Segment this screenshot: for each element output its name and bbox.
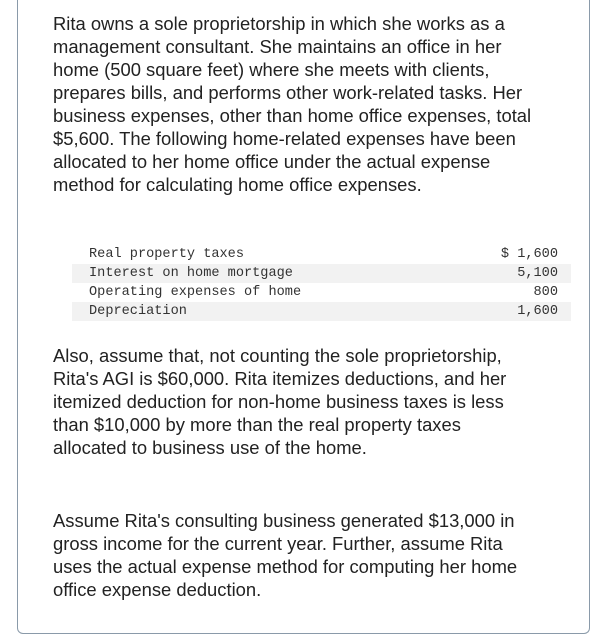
- table-row: [72, 264, 571, 283]
- assumption-paragraph: Also, assume that, not counting the sole proprietorship, Rita's AGI is $60,000. Rita itemizes deductions, and her itemized deduction for non-home business taxes is less than $10,000 by more than the real property taxes allocated to business use of the home.: [53, 345, 507, 458]
- home-expenses-table: [72, 245, 571, 321]
- expense-label: Operating expenses of home: [89, 285, 302, 300]
- expense-amount: $ 1,600: [500, 247, 558, 262]
- expense-amount: 1,600: [439, 302, 571, 321]
- expense-label: Depreciation: [72, 302, 439, 321]
- expense-label: Interest on home mortgage: [72, 264, 439, 283]
- expense-amount: 5,100: [439, 264, 571, 283]
- gross-income-paragraph: Assume Rita's consulting business generated $13,000 in gross income for the current year. Further, assume Rita uses the actual expense method for computing her home office expense deduction.: [53, 510, 518, 600]
- table-row: [72, 302, 571, 321]
- expense-amount: 800: [533, 285, 558, 300]
- intro-paragraph: Rita owns a sole proprietorship in which she works as a management consultant. She maintains an office in her home (500 square feet) where she meets with clients, prepares bills, and performs other work-related tasks. Her business expenses, other than home office expenses, total $5,600. The following home-related expenses have been allocated to her home office under the actual expense method for calculating home office expenses.: [53, 13, 532, 195]
- expense-label: Real property taxes: [89, 247, 244, 262]
- table-row: [72, 283, 571, 302]
- table-row: [72, 245, 571, 264]
